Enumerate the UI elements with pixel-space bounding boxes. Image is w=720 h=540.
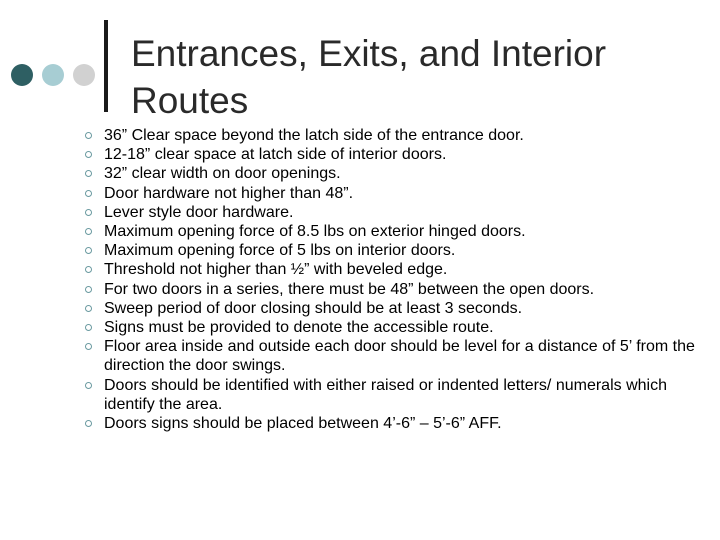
bullet-text: 12-18” clear space at latch side of interior doors. — [104, 146, 447, 164]
list-item — [85, 126, 715, 145]
hollow-circle-bullet-icon — [85, 228, 92, 235]
list-item — [85, 280, 715, 299]
title-divider — [104, 20, 108, 112]
hollow-circle-bullet-icon — [85, 247, 92, 254]
bullet-list — [85, 126, 715, 433]
list-item — [85, 414, 715, 433]
bullet-text: Threshold not higher than ½” with beveled edge. — [104, 261, 448, 279]
bullet-text: Maximum opening force of 5 lbs on interior doors. — [104, 242, 456, 260]
bullet-text: Door hardware not higher than 48”. — [104, 184, 354, 202]
list-item — [85, 299, 715, 318]
hollow-circle-bullet-icon — [85, 151, 92, 158]
hollow-circle-bullet-icon — [85, 382, 92, 389]
slide-title: Entrances, Exits, and Interior Routes — [131, 33, 607, 121]
bullet-text: 32” clear width on door openings. — [104, 165, 341, 183]
list-item — [85, 184, 715, 203]
list-item — [85, 203, 715, 222]
hollow-circle-bullet-icon — [85, 170, 92, 177]
hollow-circle-bullet-icon — [85, 209, 92, 216]
bullet-text: For two doors in a series, there must be 48” between the open doors. — [104, 280, 595, 298]
hollow-circle-bullet-icon — [85, 420, 92, 427]
list-item — [85, 164, 715, 183]
list-item — [85, 241, 715, 260]
gray-dot — [73, 64, 95, 86]
bullet-text: Floor area inside and outside each door should be level for a distance of 5’ from the direction the door swings. — [104, 338, 695, 375]
hollow-circle-bullet-icon — [85, 190, 92, 197]
list-item — [85, 376, 715, 414]
hollow-circle-bullet-icon — [85, 132, 92, 139]
bullet-text: 36” Clear space beyond the latch side of the entrance door. — [104, 127, 524, 144]
bullet-text: Sweep period of door closing should be at least 3 seconds. — [104, 299, 523, 317]
hollow-circle-bullet-icon — [85, 266, 92, 273]
light-teal-dot — [42, 64, 64, 86]
hollow-circle-bullet-icon — [85, 343, 92, 350]
hollow-circle-bullet-icon — [85, 324, 92, 331]
bullet-text: Lever style door hardware. — [104, 203, 294, 221]
list-item — [85, 222, 715, 241]
bullet-text: Doors should be identified with either raised or indented letters/ numerals which identify the area. — [104, 376, 667, 413]
list-item — [85, 337, 715, 375]
hollow-circle-bullet-icon — [85, 305, 92, 312]
bullet-text: Signs must be provided to denote the accessible route. — [104, 319, 494, 337]
list-item — [85, 260, 715, 279]
dark-teal-dot — [11, 64, 33, 86]
bullet-text: Maximum opening force of 8.5 lbs on exterior hinged doors. — [104, 223, 526, 241]
decorative-dots — [11, 64, 95, 88]
list-item — [85, 145, 715, 164]
hollow-circle-bullet-icon — [85, 286, 92, 293]
list-item — [85, 318, 715, 337]
bullet-text: Doors signs should be placed between 4’-6” – 5’-6” AFF. — [104, 415, 502, 433]
